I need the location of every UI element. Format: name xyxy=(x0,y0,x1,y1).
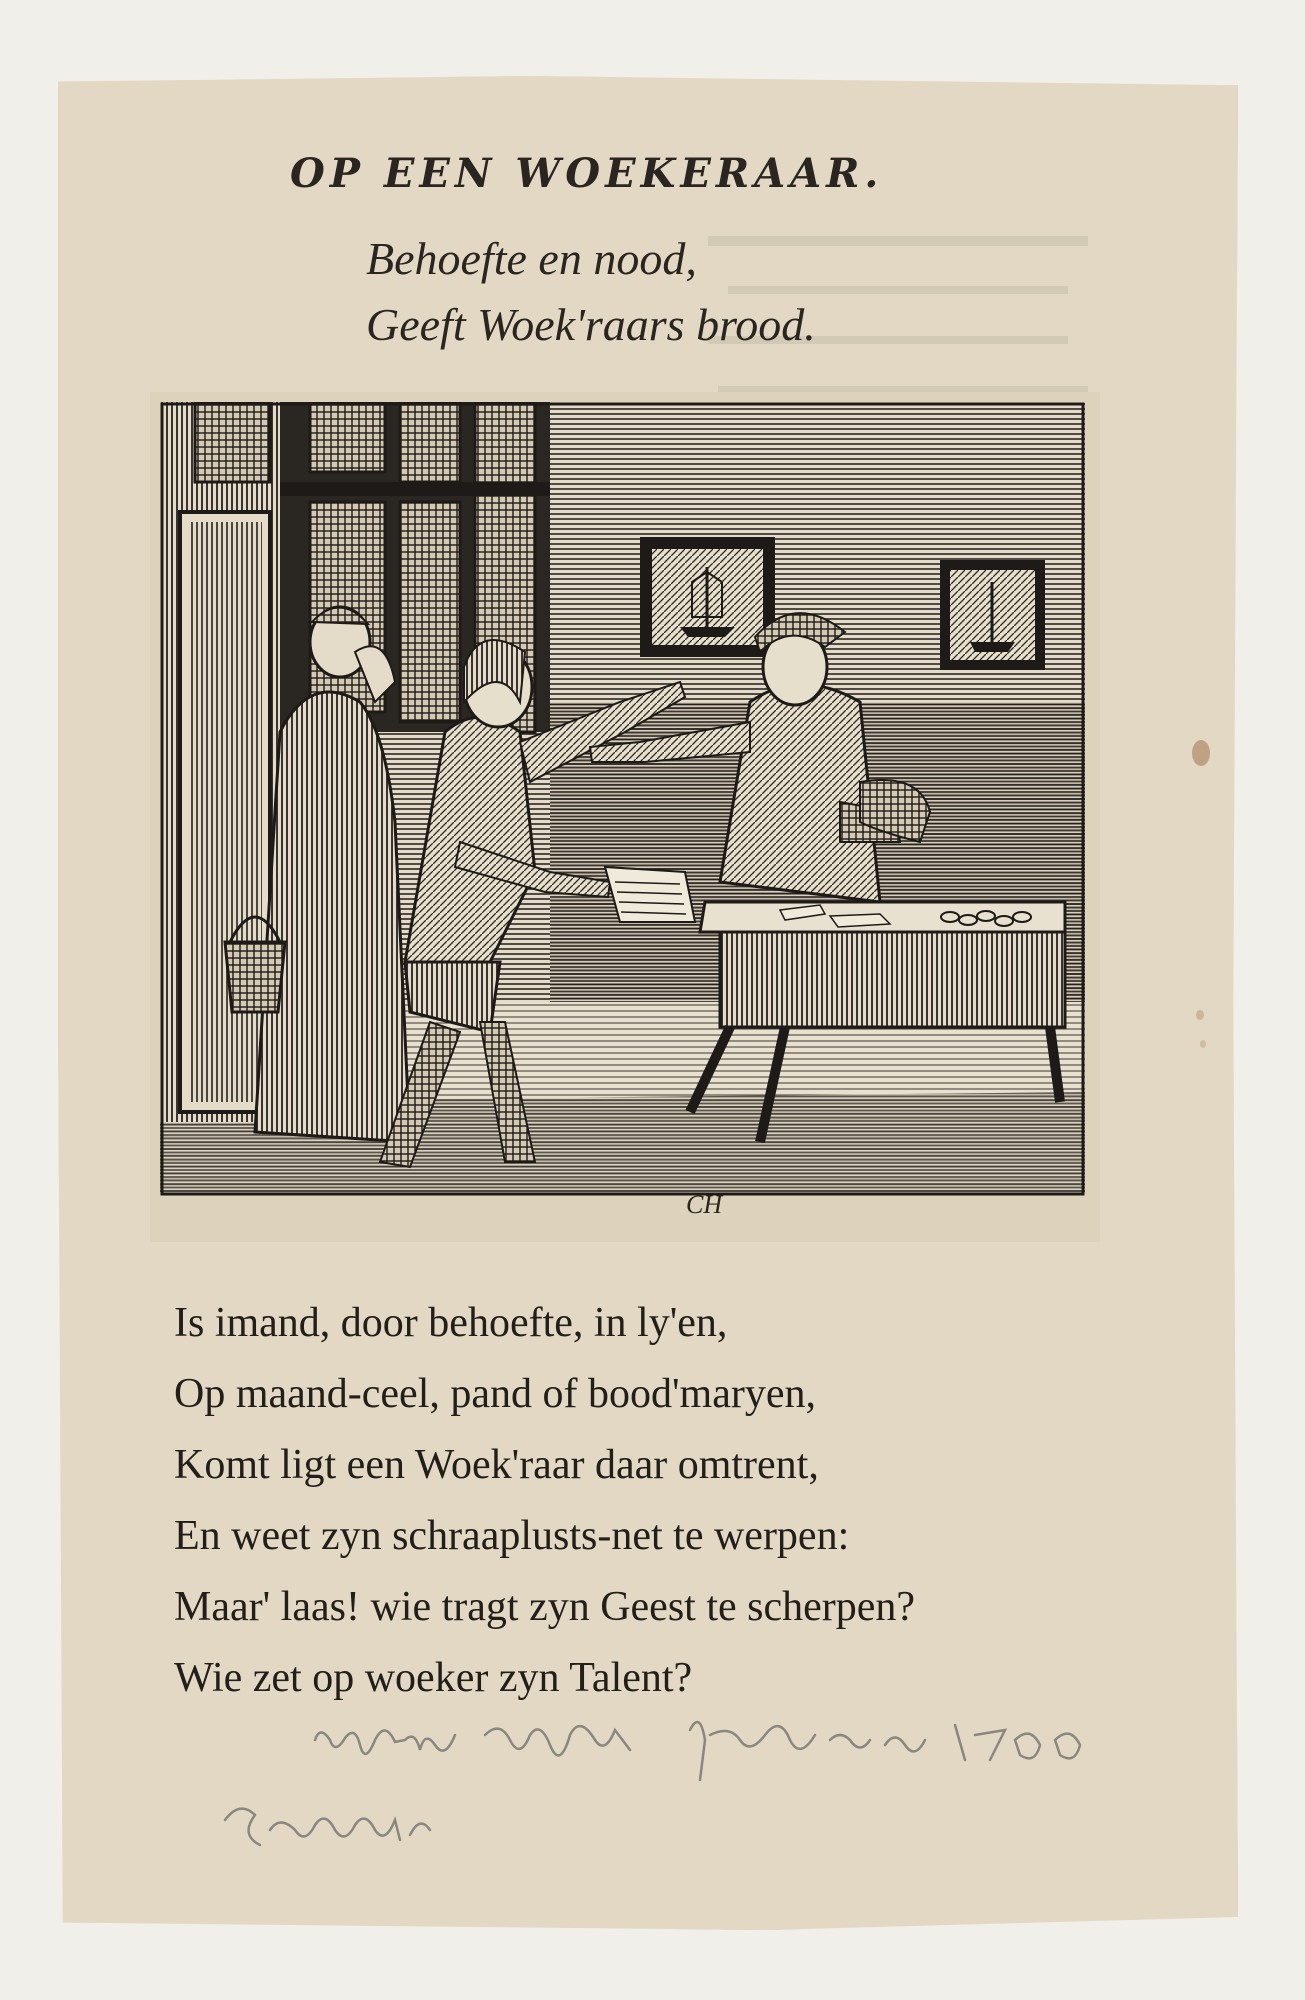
poem-line-6: Wie zet op woeker zyn Talent? xyxy=(174,1655,693,1701)
foxing-stain xyxy=(1200,1040,1206,1048)
engraver-monogram: CH xyxy=(686,1190,723,1219)
pencil-handwritten-note xyxy=(220,1720,1100,1880)
motto-line-1: Behoefte en nood, xyxy=(366,233,697,284)
foxing-stain xyxy=(1196,1010,1204,1020)
poem-line-5: Maar' laas! wie tragt zyn Geest te scherpen? xyxy=(174,1584,916,1630)
page-title: OP EEN WOEKERAAR. xyxy=(290,150,884,197)
poem-line-2: Op maand-ceel, pand of bood'maryen, xyxy=(174,1371,816,1417)
foxing-stain xyxy=(1192,740,1210,766)
motto-line-2: Geeft Woek'raars brood. xyxy=(366,299,816,350)
painting-ship-right xyxy=(940,560,1045,670)
engraving-illustration xyxy=(160,402,1085,1227)
poem-line-3: Komt ligt een Woek'raar daar omtrent, xyxy=(174,1442,819,1488)
poem-line-4: En weet zyn schraaplusts-net te werpen: xyxy=(174,1513,850,1559)
poem xyxy=(174,1298,915,1724)
poem-line-1: Is imand, door behoefte, in ly'en, xyxy=(174,1300,728,1346)
